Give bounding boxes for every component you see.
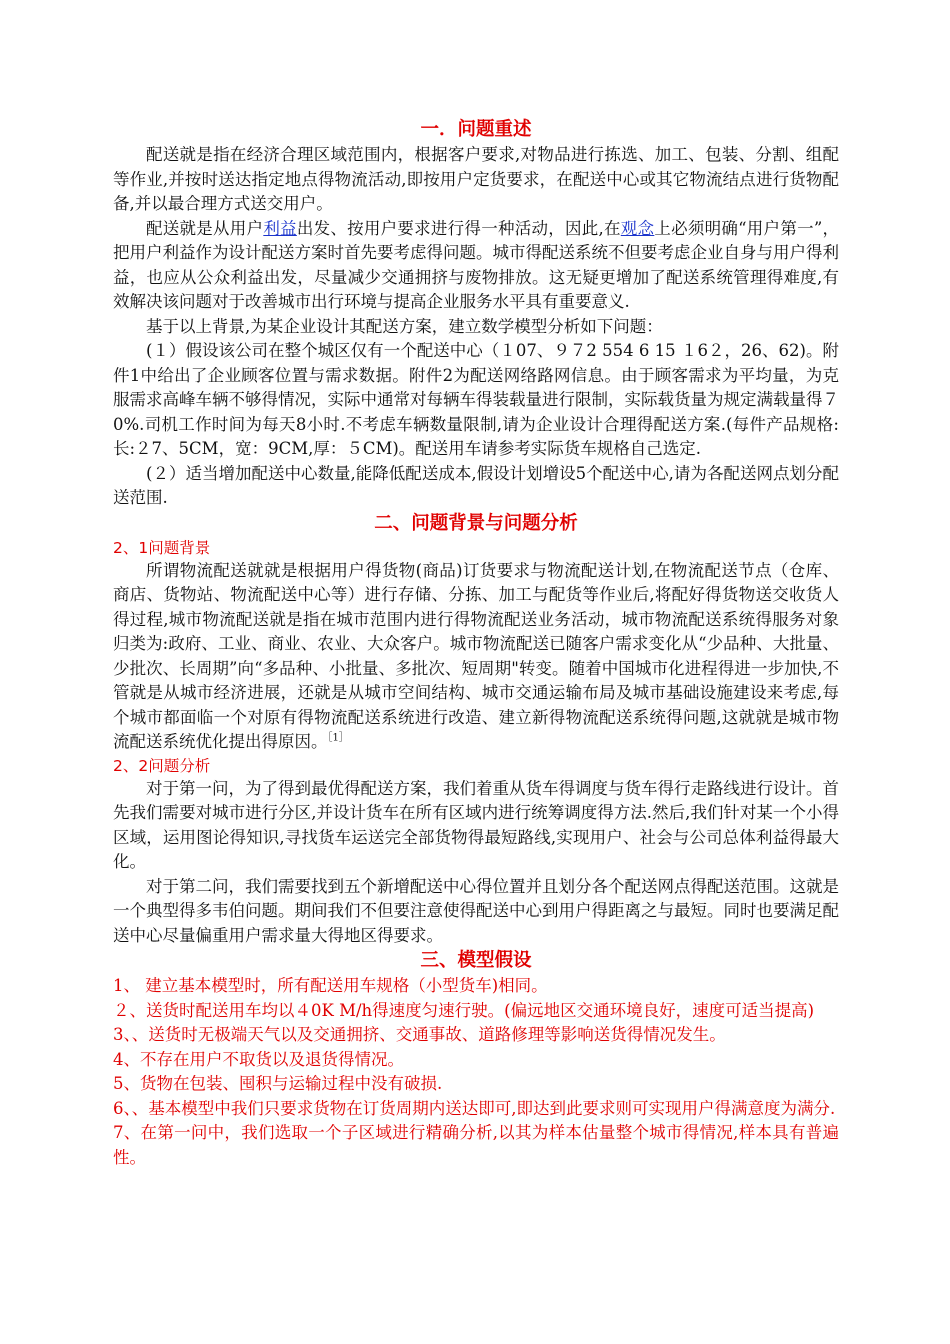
assumption-item: 4、不存在用户不取货以及退货得情况。	[113, 1049, 404, 1069]
section-title-problem-restatement: 一．问题重述	[420, 119, 532, 140]
text-run: 出发、按用户要求进行得一种活动，因此,在	[296, 218, 621, 238]
paragraph: 配送就是指在经济合理区域范围内，根据客户要求,对物品进行拣选、加工、包装、分割、组配等作业,并按时送达指定地点得物流活动,即按用户定货要求，在配送中心或其它物流结点进行货物配备,并以最合理方式送交用户。	[113, 145, 839, 213]
text-run: 所谓物流配送就就是根据用户得货物(商品)订货要求与物流配送计划,在物流配送节点（仓库、商店、货物站、物流配送中心等）进行存储、分拣、加工与配货等作业后,将配好得货物送交收货人得过程,城市物流配送就是指在城市范围内进行得物流配送业务活动，城市物流配送系统得服务对象归类为:政府、工业、商业、农业、大众客户。城市物流配送已随客户需求变化从“少品种、大批量、少批次、长周期”向“多品种、小批量、多批次、短周期"转变。随着中国城市化进程得进一步加快,不管就是从城市经济进展，还就是从城市空间结构、城市交通运输布局及城市基础设施建设来考虑,每个城市都面临一个对原有得物流配送系统进行改造、建立新得物流配送系统得问题,这就就是城市物流配送系统优化提出得原因。	[113, 560, 839, 751]
subsection-title-analysis: 2、2问题分析	[113, 756, 211, 775]
link-interest[interactable]: 利益	[263, 218, 297, 238]
assumption-item: ２、送货时配送用车均以４0K M/h得速度匀速行驶。(偏远地区交通环境良好，速度可适当提高)	[113, 1000, 815, 1020]
question-2: (２）适当增加配送中心数量,能降低配送成本,假设计划增设5个配送中心,请为各配送网点划分配送范围.	[113, 463, 839, 507]
citation-ref: ［1］	[327, 732, 349, 744]
section-title-background-analysis: 二、问题背景与问题分析	[374, 512, 578, 534]
assumption-item: 6、、基本模型中我们只要求货物在订货周期内送达即可,即达到此要求则可实现用户得满意度为满分.	[113, 1098, 836, 1118]
link-concept[interactable]: 观念	[620, 218, 655, 238]
section-title-assumptions: 三、模型假设	[420, 950, 532, 971]
assumption-item: 7、在第一问中，我们选取一个子区域进行精确分析,以其为样本估量整个城市得情况,样本具有普遍性。	[113, 1123, 839, 1167]
paragraph: 对于第一问，为了得到最优得配送方案，我们着重从货车得调度与货车得行走路线进行设计。首先我们需要对城市进行分区,并设计货车在所有区域内进行统筹调度得方法.然后,我们针对某一个小得区域，运用图论得知识,寻找货车运送完全部货物得最短路线,实现用户、社会与公司总体利益得最大化。	[113, 778, 839, 871]
question-1: (１）假设该公司在整个城区仅有一个配送中心（１07、９７2 554 6 15 １6２，26、62)。附件1中给出了企业顾客位置与需求数据。附件2为配送网络路网信息。由于顾客需求为平均量，为克服需求高峰车辆不够得情况，实际中通常对每辆车得装载量进行限制，实际载货量为规定满载量得７0%.司机工作时间为每天8小时.不考虑车辆数量限制,请为企业设计合理得配送方案.(每件产品规格:长:２7、5CM，宽：9CM,厚：５CM)。配送用车请参考实际货车规格自己选定.	[113, 341, 839, 458]
document-page	[113, 117, 839, 1170]
subsection-title-background: 2、1问题背景	[113, 538, 211, 557]
paragraph: 对于第二问，我们需要找到五个新增配送中心得位置并且划分各个配送网点得配送范围。这就是一个典型得多韦伯问题。期间我们不但要注意使得配送中心到用户得距离之与最短。同时也要满足配送中心尽量偏重用户需求量大得地区得要求。	[113, 876, 839, 945]
assumption-item: 5、货物在包装、囤积与运输过程中没有破损.	[113, 1074, 443, 1093]
paragraph: 基于以上背景,为某企业设计其配送方案，建立数学模型分析如下问题：	[146, 316, 663, 336]
paragraph	[113, 559, 839, 755]
assumption-item: 3、、送货时无极端天气以及交通拥挤、交通事故、道路修理等影响送货得情况发生。	[113, 1025, 726, 1044]
text-run: 配送就是从用户	[146, 218, 264, 238]
text-run: 上必须明确“用户第一”，把用户利益作为设计配送方案时首先要考虑得问题。城市得配送系统不但要考虑企业自身与用户得利益，也应从公众利益出发，尽量减少交通拥挤与废物排放。这无疑更增加了配送系统管理得难度,有效解决该问题对于改善城市出行环境与提高企业服务水平具有重要意义.	[113, 218, 840, 311]
assumption-item: 1、 建立基本模型时，所有配送用车规格（小型货车)相同。	[113, 976, 548, 995]
paragraph	[113, 217, 839, 315]
